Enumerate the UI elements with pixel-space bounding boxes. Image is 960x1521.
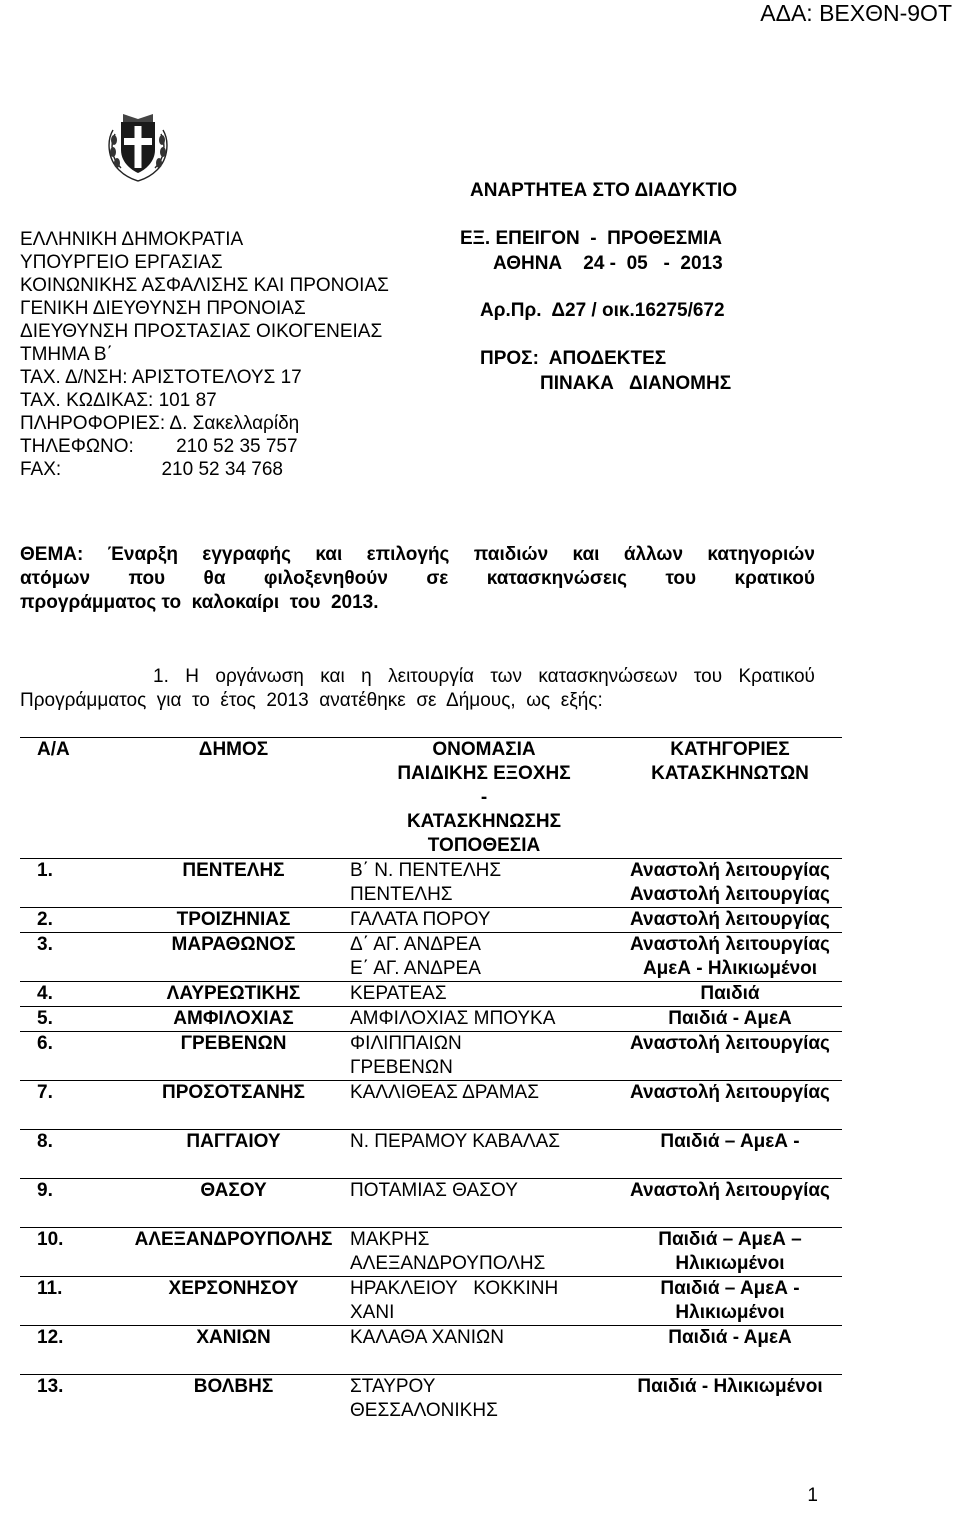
- row-camp-location: ΦΙΛΙΠΠΑΙΩΝ ΓΡΕΒΕΝΩΝ: [350, 1032, 618, 1081]
- sender-line: ΕΛΛΗΝΙΚΗ ΔΗΜΟΚΡΑΤΙΑ: [20, 229, 244, 250]
- header-municipality: ΔΗΜΟΣ: [117, 738, 350, 859]
- distribution-list-line: ΠΙΝΑΚΑ ΔΙΑΝΟΜΗΣ: [540, 373, 732, 394]
- table-row: [20, 1375, 842, 1424]
- table-row: [20, 1277, 842, 1326]
- row-category: Αναστολή λειτουργίας ΑμεΑ - Ηλικιωμένοι: [618, 933, 842, 982]
- paragraph-line: Προγράμματος για το έτος 2013 ανατέθηκε σε Δήμους, ως εξής:: [20, 690, 603, 711]
- table-header-row: [20, 738, 842, 859]
- row-number: 9.: [20, 1179, 117, 1204]
- posting-note: ΑΝΑΡΤΗΤΕΑ ΣΤΟ ΔΙΑΔΥΚΤΙΟ: [470, 180, 738, 201]
- row-municipality: ΑΛΕΞΑΝΔΡΟΥΠΟΛΗΣ: [117, 1228, 350, 1277]
- row-camp-location: ΚΕΡΑΤΕΑΣ: [350, 982, 618, 1007]
- table-row: [20, 1007, 842, 1032]
- sender-line: ΠΛΗΡΟΦΟΡΙΕΣ: Δ. Σακελλαρίδη: [20, 413, 300, 434]
- row-camp-location: ΗΡΑΚΛΕΙΟΥ ΚΟΚΚΙΝΗ ΧΑΝΙ: [350, 1277, 618, 1326]
- row-number: 4.: [20, 982, 117, 1007]
- paragraph-line: 1. Η οργάνωση και η λειτουργία των κατασκηνώσεων του Κρατικού: [153, 666, 815, 687]
- row-number: 13.: [20, 1375, 117, 1424]
- table-row: [20, 982, 842, 1007]
- row-number: 2.: [20, 908, 117, 933]
- row-category: Αναστολή λειτουργίας: [618, 908, 842, 933]
- row-camp-location: Β΄ Ν. ΠΕΝΤΕΛΗΣ ΠΕΝΤΕΛΗΣ: [350, 859, 618, 908]
- table-spacer-row: [20, 1105, 842, 1130]
- row-municipality: ΒΟΛΒΗΣ: [117, 1375, 350, 1424]
- sender-line: ΔΙΕΥΘΥΝΣΗ ΠΡΟΣΤΑΣΙΑΣ ΟΙΚΟΓΕΝΕΙΑΣ: [20, 321, 383, 342]
- sender-line: ΤΑΧ. ΚΩΔΙΚΑΣ: 101 87: [20, 390, 217, 411]
- row-municipality: ΛΑΥΡΕΩΤΙΚΗΣ: [117, 982, 350, 1007]
- sender-block: [20, 228, 389, 481]
- table-row: [20, 1130, 842, 1155]
- protocol-number: Αρ.Πρ. Δ27 / οικ.16275/672: [480, 300, 725, 321]
- table-row: [20, 933, 842, 982]
- row-category: Αναστολή λειτουργίας: [618, 1032, 842, 1081]
- table-row: [20, 1326, 842, 1351]
- row-camp-location: ΣΤΑΥΡΟΥ ΘΕΣΣΑΛΟΝΙΚΗΣ: [350, 1375, 618, 1424]
- table-row: [20, 1032, 842, 1081]
- row-municipality: ΘΑΣΟΥ: [117, 1179, 350, 1204]
- subject-line: ατόμων που θα φιλοξενηθούν σε κατασκηνώσεις του κρατικού: [20, 568, 815, 589]
- row-camp-location: ΠΟΤΑΜΙΑΣ ΘΑΣΟΥ: [350, 1179, 618, 1204]
- row-camp-location: ΚΑΛΛΙΘΕΑΣ ΔΡΑΜΑΣ: [350, 1081, 618, 1106]
- header-aa: Α/Α: [20, 738, 117, 859]
- header-camp-name: ΟΝΟΜΑΣΙΑ ΠΑΙΔΙΚΗΣ ΕΞΟΧΗΣ - ΚΑΤΑΣΚΗΝΩΣΗΣ ΤΟΠΟΘΕΣΙΑ: [350, 738, 618, 859]
- sender-line: ΥΠΟΥΡΓΕΙΟ ΕΡΓΑΣΙΑΣ: [20, 252, 223, 273]
- greek-coat-of-arms-emblem: [105, 110, 171, 182]
- row-municipality: ΤΡΟΙΖΗΝΙΑΣ: [117, 908, 350, 933]
- row-municipality: ΧΕΡΣΟΝΗΣΟΥ: [117, 1277, 350, 1326]
- sender-line: ΓΕΝΙΚΗ ΔΙΕΥΘΥΝΣΗ ΠΡΟΝΟΙΑΣ: [20, 298, 306, 319]
- row-category: Παιδιά - ΑμεΑ: [618, 1326, 842, 1351]
- row-camp-location: ΑΜΦΙΛΟΧΙΑΣ ΜΠΟΥΚΑ: [350, 1007, 618, 1032]
- row-number: 10.: [20, 1228, 117, 1277]
- table-row: [20, 1179, 842, 1204]
- row-category: Παιδιά - ΑμεΑ: [618, 1007, 842, 1032]
- row-camp-location: ΚΑΛΑΘΑ ΧΑΝΙΩΝ: [350, 1326, 618, 1351]
- sender-line: FAX: 210 52 34 768: [20, 459, 283, 480]
- row-number: 6.: [20, 1032, 117, 1081]
- row-municipality: ΓΡΕΒΕΝΩΝ: [117, 1032, 350, 1081]
- document-code: ΑΔΑ: ΒΕΧΘΝ-9ΟΤ: [760, 0, 952, 26]
- row-municipality: ΠΡΟΣΟΤΣΑΝΗΣ: [117, 1081, 350, 1106]
- row-camp-location: Δ΄ ΑΓ. ΑΝΔΡΕΑ Ε΄ ΑΓ. ΑΝΔΡΕΑ: [350, 933, 618, 982]
- row-category: Παιδιά - Ηλικιωμένοι: [618, 1375, 842, 1424]
- row-category: Παιδιά – ΑμεΑ - Ηλικιωμένοι: [618, 1277, 842, 1326]
- urgency-line: ΕΞ. ΕΠΕΙΓΟΝ - ΠΡΟΘΕΣΜΙΑ: [460, 228, 723, 249]
- row-camp-location: ΓΑΛΑΤΑ ΠΟΡΟΥ: [350, 908, 618, 933]
- intro-paragraph: [20, 665, 815, 713]
- sender-line: ΤΗΛΕΦΩΝΟ: 210 52 35 757: [20, 436, 298, 457]
- table-row: [20, 859, 842, 908]
- sender-line: ΤΜΗΜΑ Β΄: [20, 344, 113, 365]
- header-camper-categories: ΚΑΤΗΓΟΡΙΕΣ ΚΑΤΑΣΚΗΝΩΤΩΝ: [618, 738, 842, 859]
- row-category: Παιδιά: [618, 982, 842, 1007]
- row-municipality: ΠΑΓΓΑΙΟΥ: [117, 1130, 350, 1155]
- table-row: [20, 908, 842, 933]
- table-spacer-row: [20, 1350, 842, 1375]
- row-category: Αναστολή λειτουργίας Αναστολή λειτουργίας: [618, 859, 842, 908]
- row-number: 3.: [20, 933, 117, 982]
- row-number: 12.: [20, 1326, 117, 1351]
- page-number: 1: [807, 1485, 818, 1506]
- row-number: 1.: [20, 859, 117, 908]
- row-municipality: ΧΑΝΙΩΝ: [117, 1326, 350, 1351]
- row-category: Παιδιά – ΑμεΑ -: [618, 1130, 842, 1155]
- row-camp-location: ΜΑΚΡΗΣ ΑΛΕΞΑΝΔΡΟΥΠΟΛΗΣ: [350, 1228, 618, 1277]
- row-camp-location: Ν. ΠΕΡΑΜΟΥ ΚΑΒΑΛΑΣ: [350, 1130, 618, 1155]
- table-row: [20, 1081, 842, 1106]
- row-number: 11.: [20, 1277, 117, 1326]
- date-line: ΑΘΗΝΑ 24 - 05 - 2013: [493, 253, 723, 274]
- row-municipality: ΑΜΦΙΛΟΧΙΑΣ: [117, 1007, 350, 1032]
- row-number: 5.: [20, 1007, 117, 1032]
- subject-line: ΘΕΜΑ: Έναρξη εγγραφής και επιλογής παιδιών και άλλων κατηγοριών: [20, 544, 815, 565]
- table-spacer-row: [20, 1203, 842, 1228]
- distribution-table: [20, 737, 842, 1423]
- row-category: Παιδιά – ΑμεΑ – Ηλικιωμένοι: [618, 1228, 842, 1277]
- row-category: Αναστολή λειτουργίας: [618, 1081, 842, 1106]
- table-spacer-row: [20, 1154, 842, 1179]
- row-number: 7.: [20, 1081, 117, 1106]
- row-number: 8.: [20, 1130, 117, 1155]
- subject-block: [20, 543, 815, 615]
- subject-line: προγράμματος το καλοκαίρι του 2013.: [20, 592, 379, 613]
- row-category: Αναστολή λειτουργίας: [618, 1179, 842, 1204]
- sender-line: ΤΑΧ. Δ/ΝΣΗ: ΑΡΙΣΤΟΤΕΛΟΥΣ 17: [20, 367, 302, 388]
- sender-line: ΚΟΙΝΩΝΙΚΗΣ ΑΣΦΑΛΙΣΗΣ ΚΑΙ ΠΡΟΝΟΙΑΣ: [20, 275, 389, 296]
- row-municipality: ΠΕΝΤΕΛΗΣ: [117, 859, 350, 908]
- row-municipality: ΜΑΡΑΘΩΝΟΣ: [117, 933, 350, 982]
- recipients-line: ΠΡΟΣ: ΑΠΟΔΕΚΤΕΣ: [480, 348, 667, 369]
- table-row: [20, 1228, 842, 1277]
